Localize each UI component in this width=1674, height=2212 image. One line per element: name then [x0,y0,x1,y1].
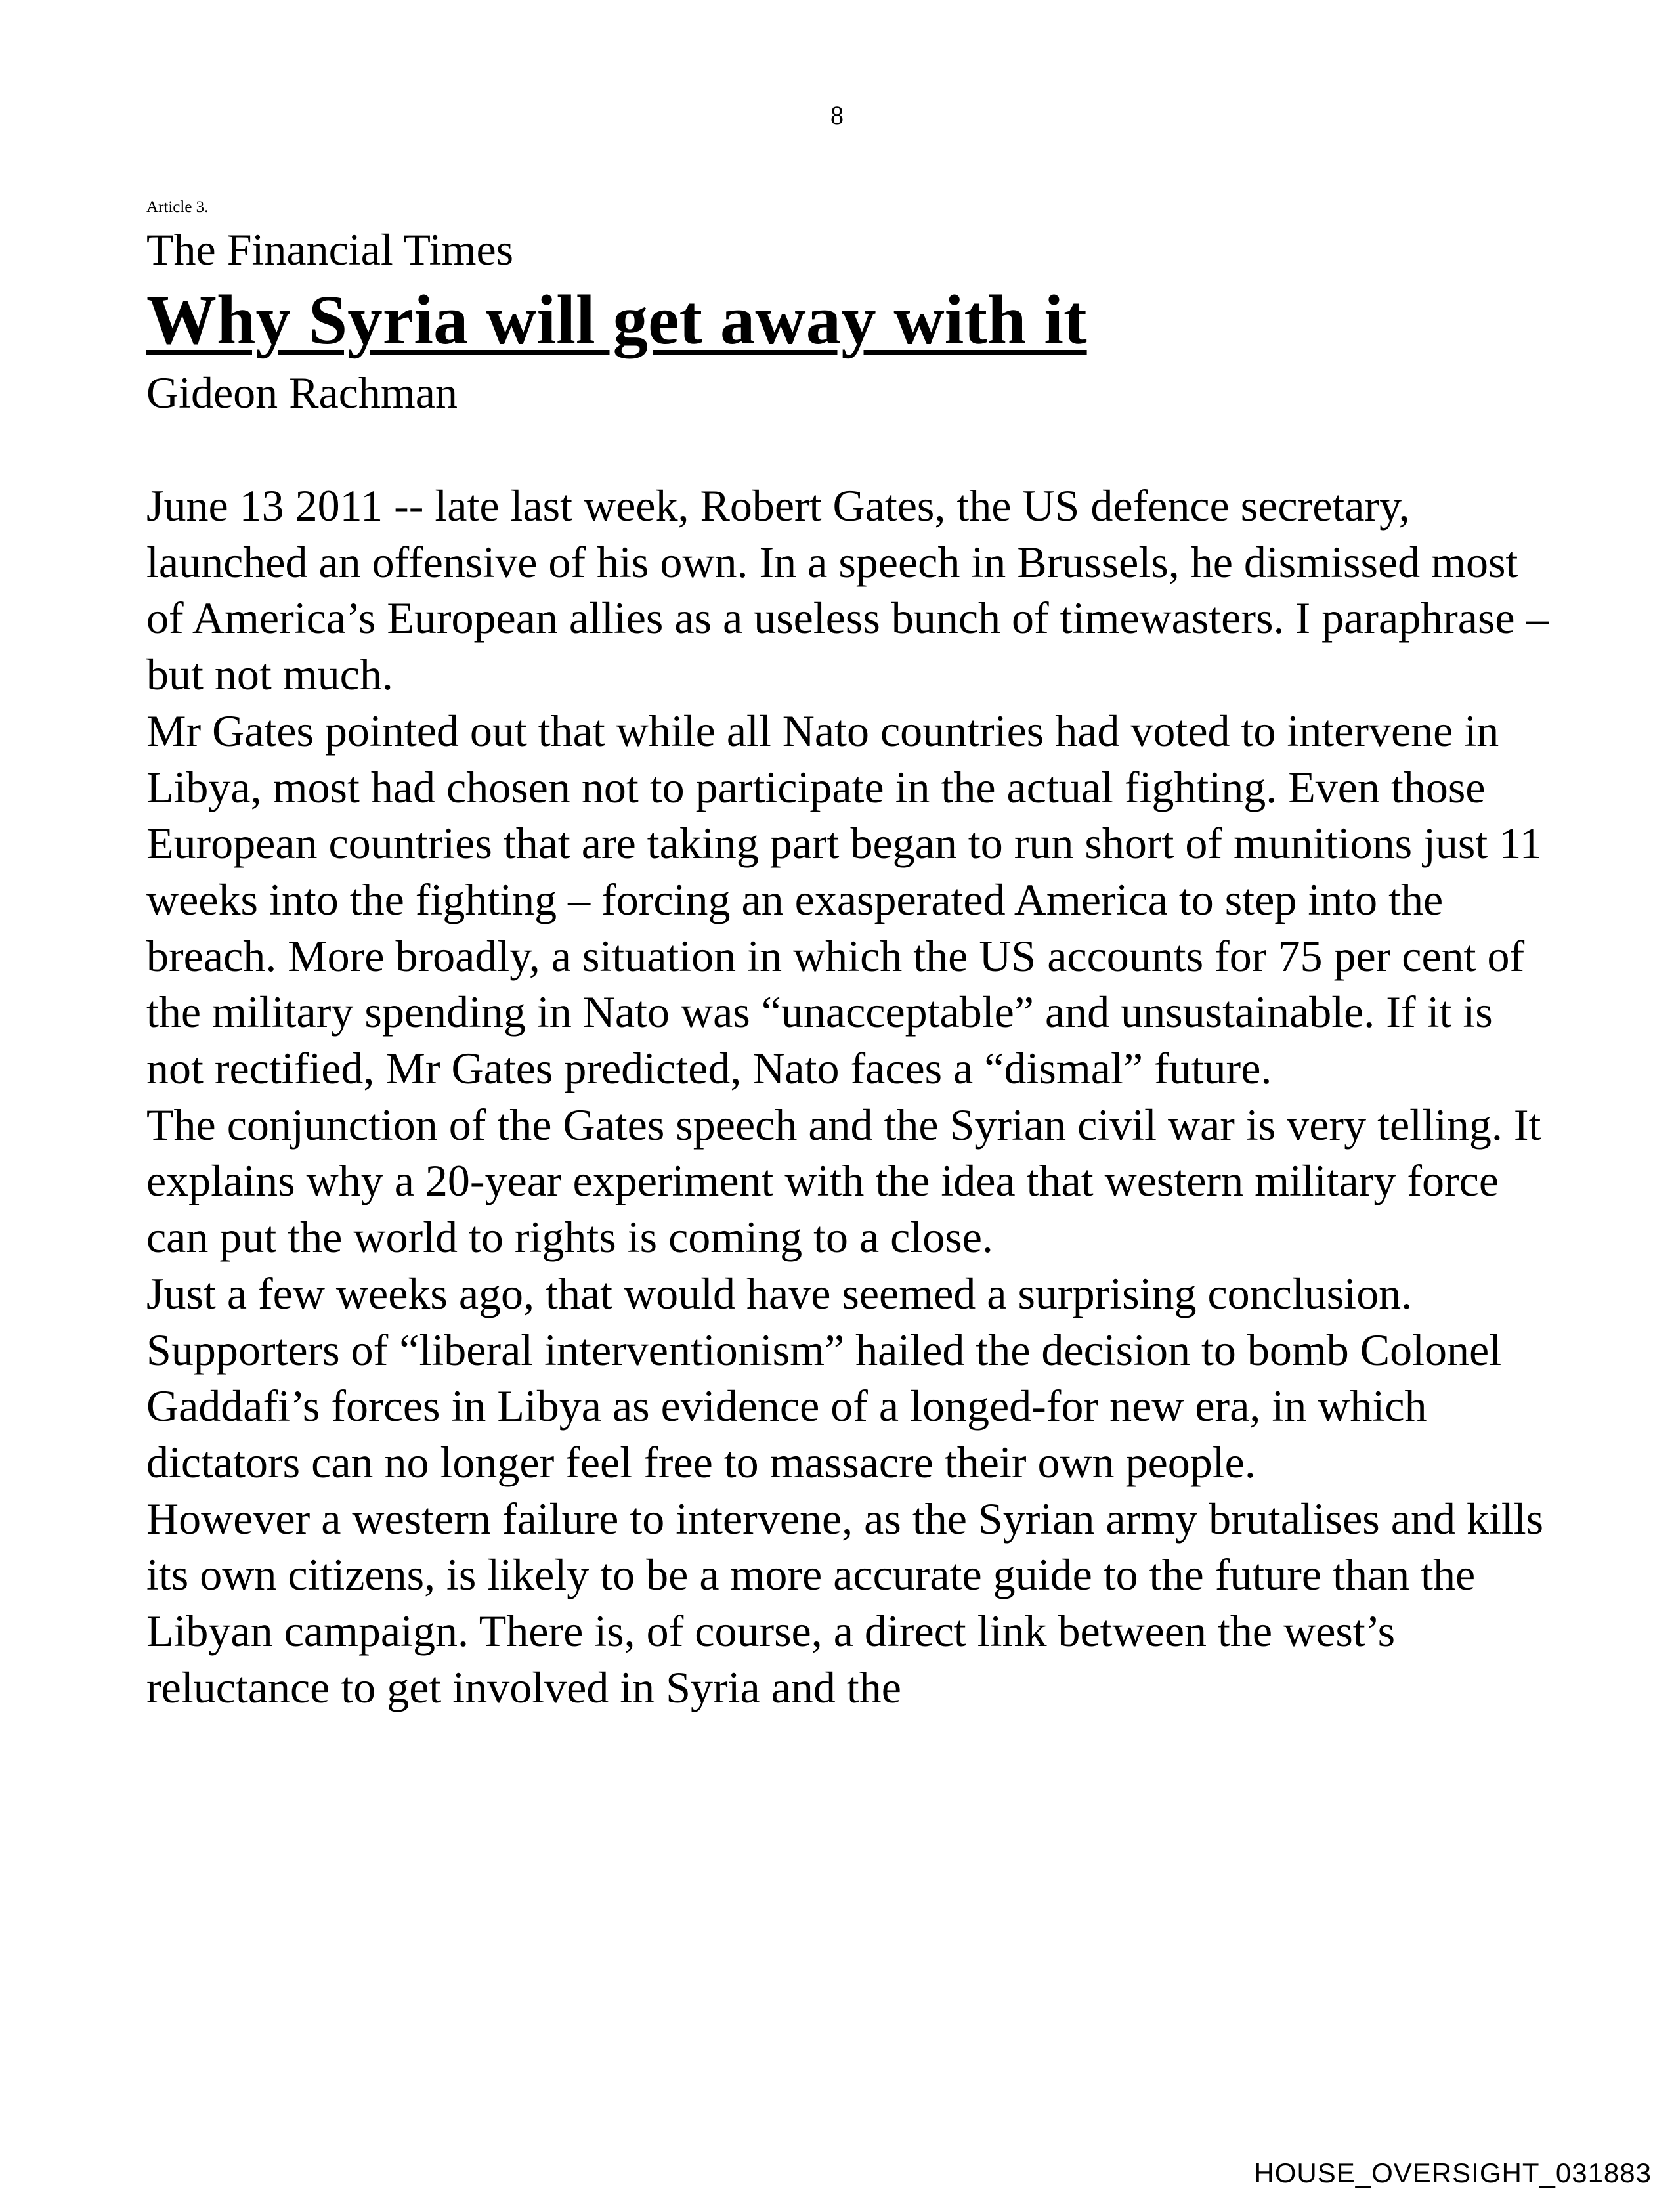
paragraph: Just a few weeks ago, that would have seemed a surprising conclusion. Supporters of “liberal interventionism” hailed the decision to bomb Colonel Gaddafi’s forces in Libya as evidence of a longed-for new era, in which dictators can no longer feel free to massacre their own people. [146,1268,1502,1487]
paragraph: Mr Gates pointed out that while all Nato countries had voted to intervene in Libya, most had chosen not to participate in the actual fighting. Even those European countries that are taking part began to run short of munitions just 11 weeks into the fighting – forcing an exasperated America to step into the breach. More broadly, a situation in which the US accounts for 75 per cent of the military spending in Nato was “unacceptable” and unsustainable. If it is not rectified, Mr Gates predicted, Nato faces a “dismal” future. [146,705,1542,1094]
paragraph: However a western failure to intervene, as the Syrian army brutalises and kills its own citizens, is likely to be a more accurate guide to the future than the Libyan campaign. There is, of course, a direct link between the west’s reluctance to get involved in Syria and the [146,1493,1544,1712]
article-body [146,478,1558,1716]
article-headline: Why Syria will get away with it [146,282,1087,359]
article-label: Article 3. [146,198,209,216]
paragraph: June 13 2011 -- late last week, Robert Gates, the US defence secretary, launched an offensive of his own. In a speech in Brussels, he dismissed most of America’s European allies as a useless bunch of timewasters. I paraphrase – but not much. [146,481,1549,700]
article-author: Gideon Rachman [146,368,458,418]
document-id: HOUSE_OVERSIGHT_031883 [1254,2158,1652,2188]
page-number: 8 [830,100,844,130]
paragraph: The conjunction of the Gates speech and the Syrian civil war is very telling. It explains why a 20-year experiment with the idea that western military force can put the world to rights is coming to a close. [146,1099,1541,1263]
publication-name: The Financial Times [146,225,514,274]
